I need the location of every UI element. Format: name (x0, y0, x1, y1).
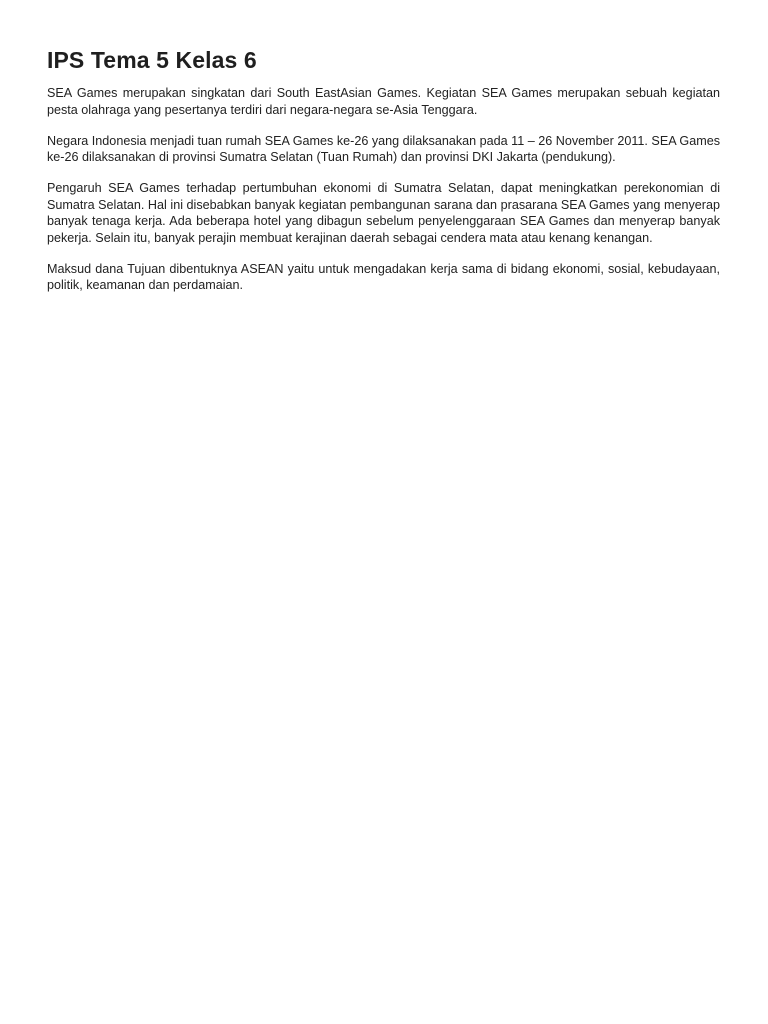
document-title: IPS Tema 5 Kelas 6 (47, 47, 257, 73)
paragraph-host-country: Negara Indonesia menjadi tuan rumah SEA Games ke-26 yang dilaksanakan pada 11 – 26 November 2011. SEA Games ke-26 dilaksanakan di provinsi Sumatra Selatan (Tuan Rumah) dan provinsi DKI Jakarta (pendukung). (47, 133, 721, 164)
paragraph-asean-purpose: Maksud dana Tujuan dibentuknya ASEAN yaitu untuk mengadakan kerja sama di bidang ekonomi, sosial, kebudayaan, politik, keamanan dan perdamaian. (47, 261, 720, 292)
paragraph-sea-games-definition: SEA Games merupakan singkatan dari South EastAsian Games. Kegiatan SEA Games merupakan sebuah kegiatan pesta olahraga yang pesertanya terdiri dari negara-negara se-Asia Tenggara. (47, 86, 720, 117)
paragraph-economic-impact: Pengaruh SEA Games terhadap pertumbuhan ekonomi di Sumatra Selatan, dapat meningkatkan perekonomian di Sumatra Selatan. Hal ini disebabkan banyak kegiatan pembangunan sarana dan prasarana SEA Games yang menyerap banyak tenaga kerja. Ada beberapa hotel yang dibagun sebelum penyelenggaraan SEA Games dan menyerap banyak pekerja. Selain itu, banyak perajin membuat kerajinan daerah sebagai cendera mata atau kenang kenangan. (47, 181, 720, 245)
document-page (47, 44, 720, 308)
